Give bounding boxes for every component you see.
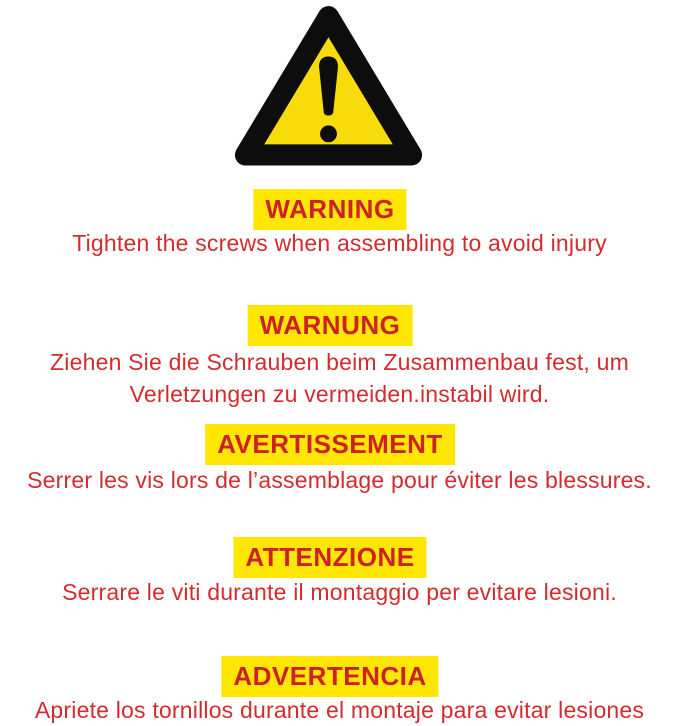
heading-attenzione-it: ATTENZIONE — [233, 537, 426, 578]
warning-text-de-line1: Ziehen Sie die Schrauben beim Zusammenbau fest, um — [50, 349, 629, 375]
heading-warning-en: WARNING — [253, 189, 406, 230]
heading-avertissement-fr: AVERTISSEMENT — [205, 424, 455, 465]
heading-advertencia-es: ADVERTENCIA — [221, 656, 438, 697]
warning-text-es: Apriete los tornillos durante el montaje para evitar lesiones — [34, 697, 645, 723]
warning-text-it: Serrare le viti durante il montaggio per evitare lesioni. — [62, 579, 617, 605]
warning-text-de-line2: Verletzungen zu vermeiden.instabil wird. — [129, 381, 550, 407]
warning-text-fr: Serrer les vis lors de l’assemblage pour éviter les blessures. — [27, 467, 652, 493]
heading-warnung-de: WARNUNG — [248, 305, 413, 346]
warning-text-en: Tighten the screws when assembling to avoid injury — [72, 230, 607, 256]
warning-triangle-icon — [232, 2, 425, 168]
